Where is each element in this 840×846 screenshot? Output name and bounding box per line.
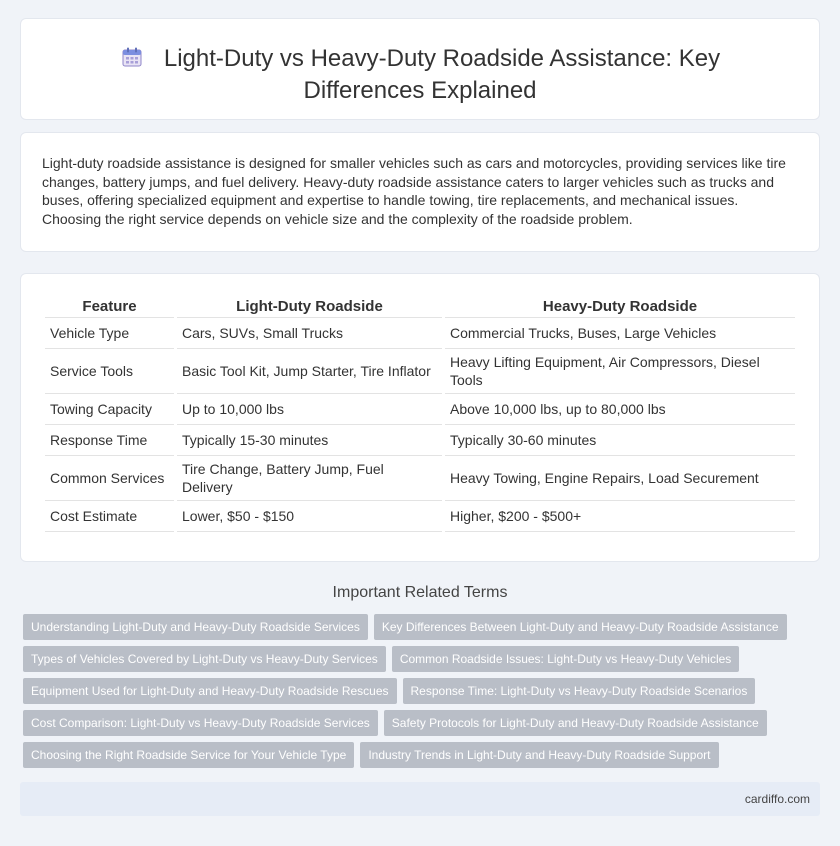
row-heavy-value: Typically 30-60 minutes — [445, 425, 795, 456]
related-term-tag[interactable]: Key Differences Between Light-Duty and Heavy-Duty Roadside Assistance — [374, 614, 787, 640]
table-row — [45, 501, 795, 532]
comparison-card — [20, 273, 820, 562]
row-light-value: Tire Change, Battery Jump, Fuel Delivery — [177, 456, 442, 501]
table-header-row — [45, 293, 795, 318]
row-heavy-value: Above 10,000 lbs, up to 80,000 lbs — [445, 394, 795, 425]
comparison-table — [42, 293, 798, 532]
row-heavy-value: Heavy Lifting Equipment, Air Compressors, Diesel Tools — [445, 349, 795, 394]
row-feature: Towing Capacity — [45, 394, 174, 425]
row-light-value: Typically 15-30 minutes — [177, 425, 442, 456]
row-light-value: Basic Tool Kit, Jump Starter, Tire Inflator — [177, 349, 442, 394]
page-title-text: Light-Duty vs Heavy-Duty Roadside Assistance: Key Differences Explained — [163, 45, 721, 104]
intro-card — [20, 132, 820, 252]
row-heavy-value: Commercial Trucks, Buses, Large Vehicles — [445, 318, 795, 349]
related-terms-list — [23, 614, 813, 774]
related-term-tag[interactable]: Industry Trends in Light-Duty and Heavy-Duty Roadside Support — [360, 742, 718, 768]
related-term-tag[interactable]: Choosing the Right Roadside Service for Your Vehicle Type — [23, 742, 354, 768]
row-light-value: Up to 10,000 lbs — [177, 394, 442, 425]
table-row — [45, 394, 795, 425]
row-feature: Cost Estimate — [45, 501, 174, 532]
header-feature: Feature — [45, 293, 174, 318]
row-light-value: Lower, $50 - $150 — [177, 501, 442, 532]
row-heavy-value: Higher, $200 - $500+ — [445, 501, 795, 532]
related-term-tag[interactable]: Types of Vehicles Covered by Light-Duty vs Heavy-Duty Services — [23, 646, 386, 672]
related-term-tag[interactable]: Understanding Light-Duty and Heavy-Duty Roadside Services — [23, 614, 368, 640]
header-card — [20, 18, 820, 120]
related-term-tag[interactable]: Equipment Used for Light-Duty and Heavy-Duty Roadside Rescues — [23, 678, 397, 704]
header-heavy-duty: Heavy-Duty Roadside — [445, 293, 795, 318]
row-feature: Service Tools — [45, 349, 174, 394]
table-row — [45, 349, 795, 394]
calendar-icon — [120, 45, 144, 76]
intro-paragraph: Light-duty roadside assistance is designed for smaller vehicles such as cars and motorcycles, providing services like tire changes, battery jumps, and fuel delivery. Heavy-duty roadside assistance caters to larger vehicles such as trucks and buses, offering specialized equipment and expertise to handle towing, tire replacements, and mechanical issues. Choosing the right service depends on vehicle size and the complexity of the roadside problem. — [42, 155, 786, 227]
page-title — [61, 44, 779, 105]
footer-site-link[interactable]: cardiffo.com — [744, 792, 810, 806]
row-feature: Vehicle Type — [45, 318, 174, 349]
related-term-tag[interactable]: Common Roadside Issues: Light-Duty vs Heavy-Duty Vehicles — [392, 646, 739, 672]
row-heavy-value: Heavy Towing, Engine Repairs, Load Securement — [445, 456, 795, 501]
footer — [20, 782, 820, 816]
related-term-tag[interactable]: Response Time: Light-Duty vs Heavy-Duty Roadside Scenarios — [403, 678, 756, 704]
header-light-duty: Light-Duty Roadside — [177, 293, 442, 318]
related-term-tag[interactable]: Safety Protocols for Light-Duty and Heavy-Duty Roadside Assistance — [384, 710, 767, 736]
related-term-tag[interactable]: Cost Comparison: Light-Duty vs Heavy-Duty Roadside Services — [23, 710, 378, 736]
row-light-value: Cars, SUVs, Small Trucks — [177, 318, 442, 349]
row-feature: Response Time — [45, 425, 174, 456]
table-row — [45, 425, 795, 456]
row-feature: Common Services — [45, 456, 174, 501]
table-row — [45, 318, 795, 349]
related-terms-title: Important Related Terms — [332, 584, 508, 601]
table-row — [45, 456, 795, 501]
